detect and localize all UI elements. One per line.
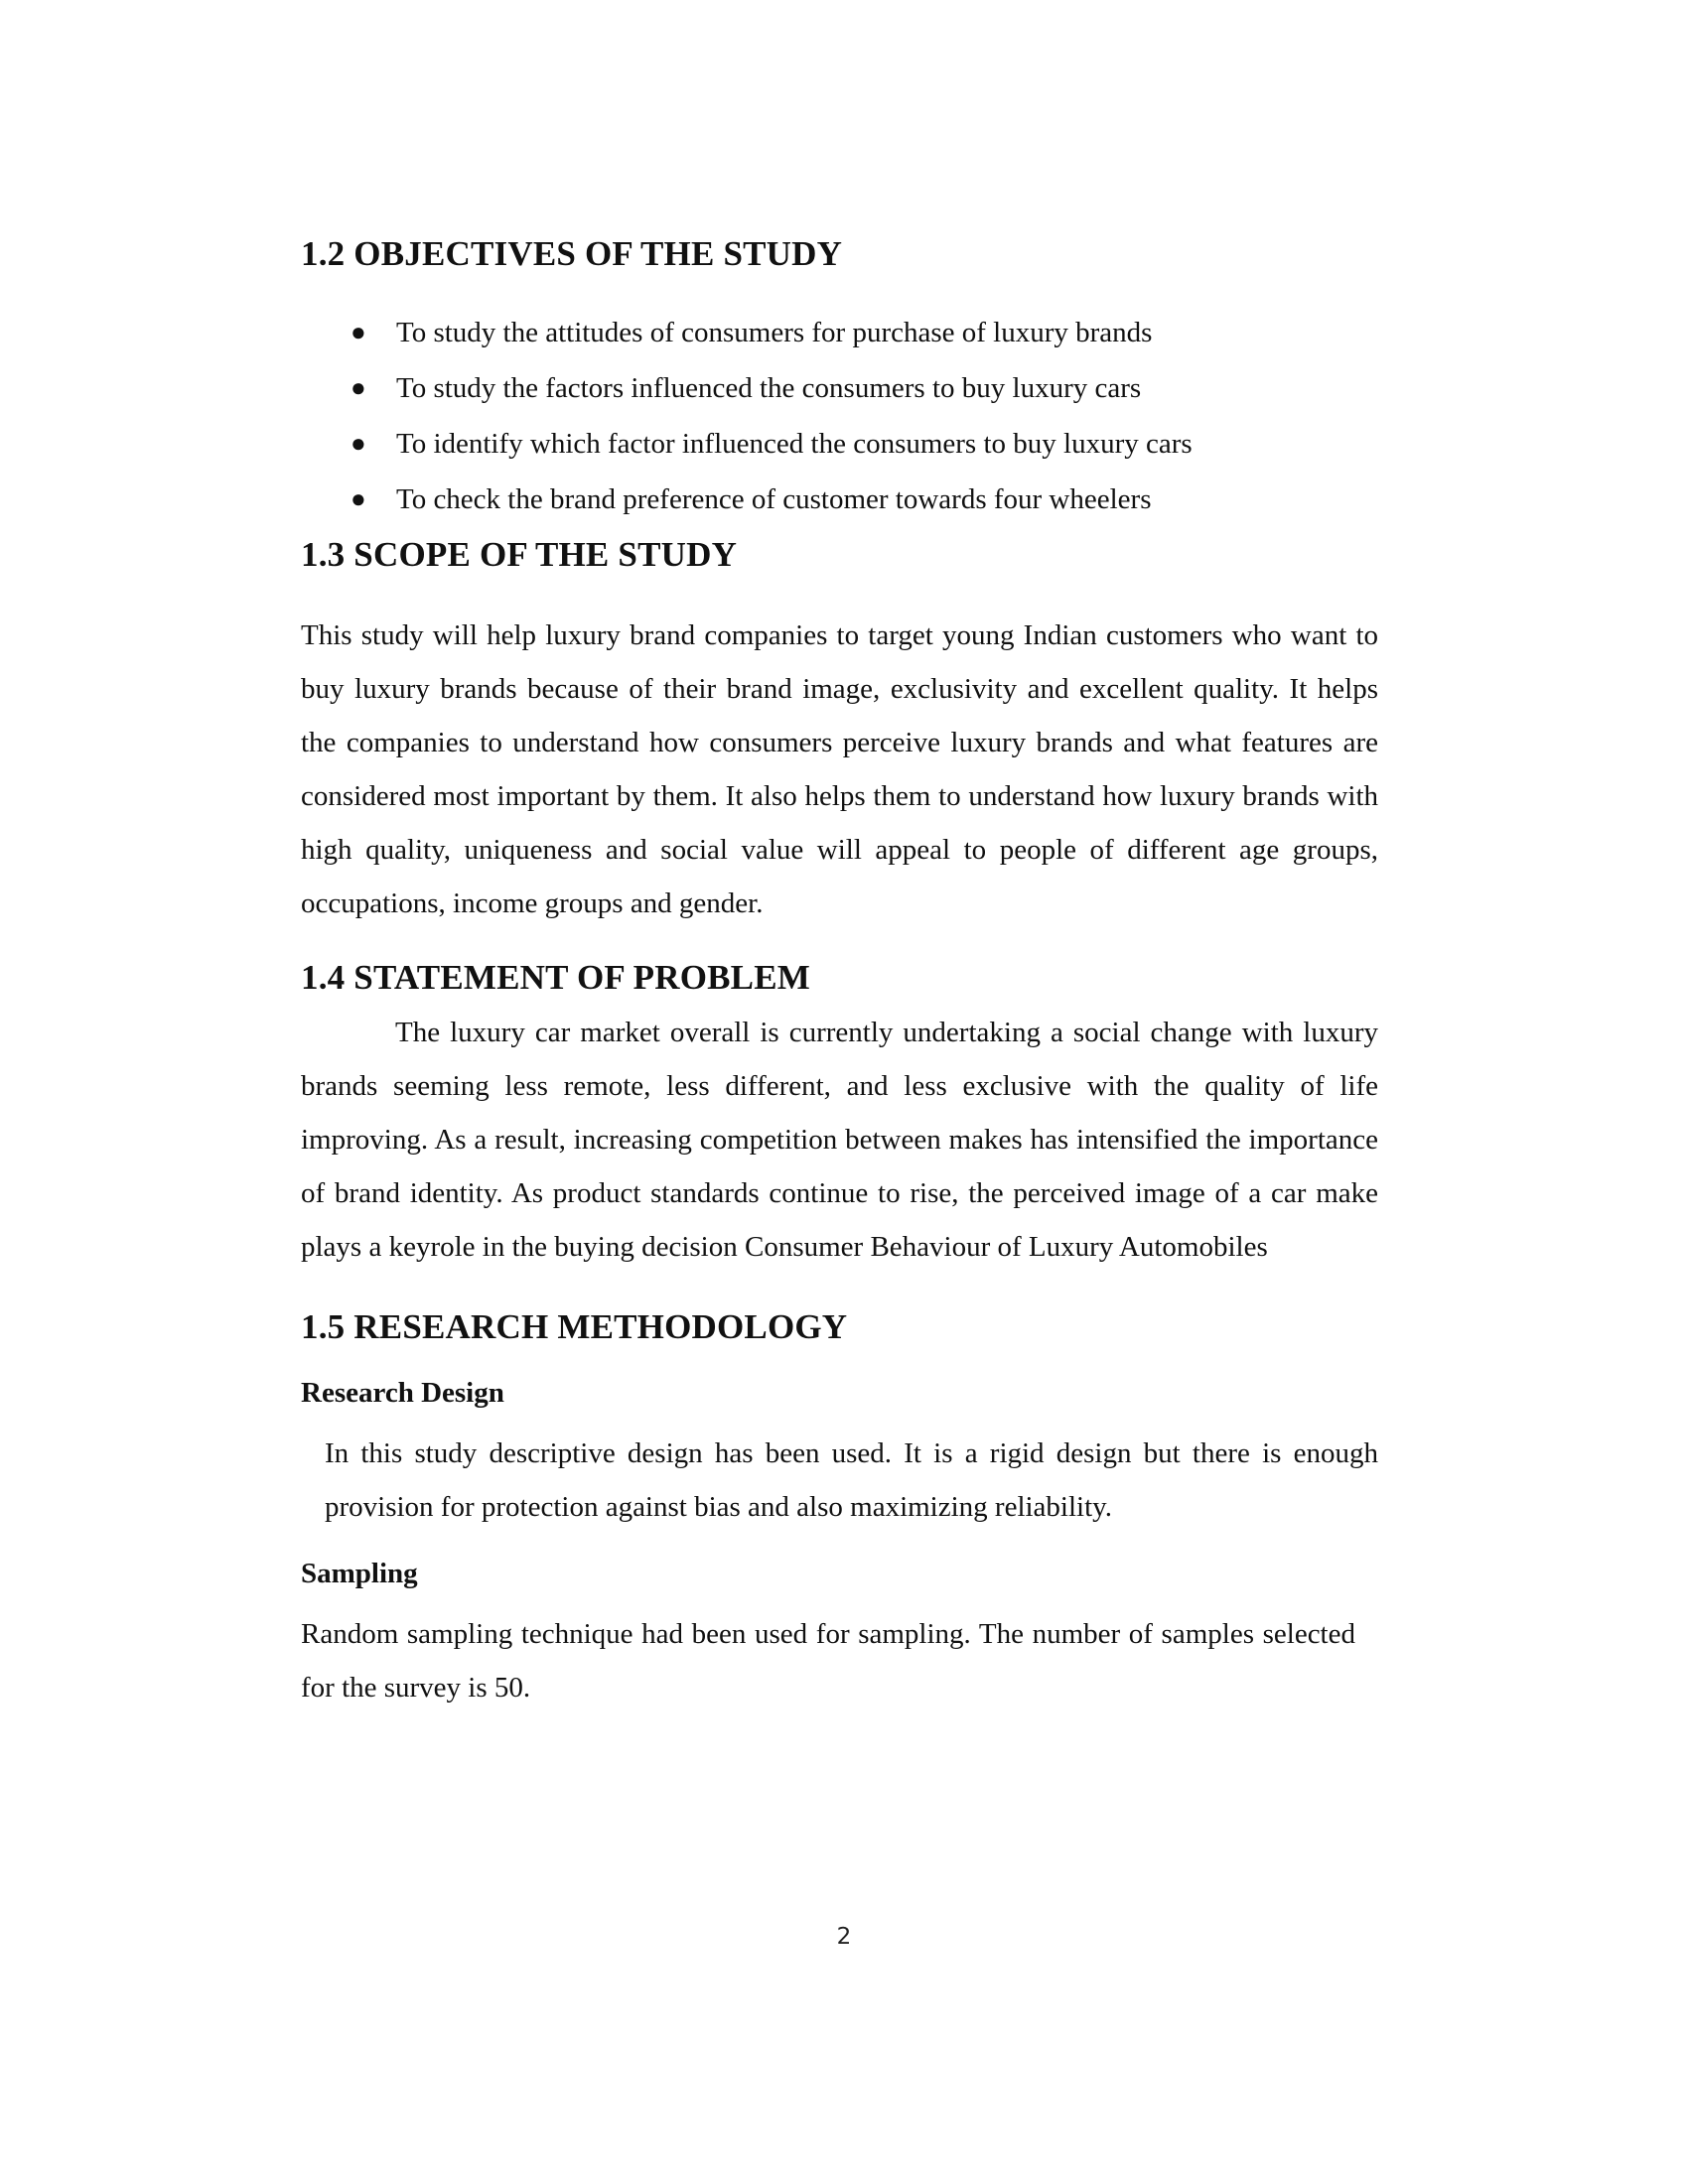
objective-item: ● To study the attitudes of consumers for purchase of luxury brands [301,305,1378,360]
research-design-heading: Research Design [301,1377,504,1409]
objective-item: ● To check the brand preference of customer towards four wheelers [301,472,1378,527]
objective-item: ● To identify which factor influenced the consumers to buy luxury cars [301,416,1378,472]
research-design-paragraph: In this study descriptive design has been used. It is a rigid design but there is enough provision for protection against bias and also maximizing reliability. [325,1437,1378,1523]
bullet-icon: ● [351,429,366,458]
bullet-icon: ● [351,484,366,513]
methodology-heading: 1.5 RESEARCH METHODOLOGY [301,1307,848,1346]
problem-paragraph: The luxury car market overall is currently undertaking a social change with luxury brands seeming less remote, less different, and less exclusive with the quality of life improving. As a result, increasing competition between makes has intensified the importance of brand identity. As product standards continue to rise, the perceived image of a car make plays a keyrole in the buying decision Consumer Behaviour of Luxury Automobiles [301,1017,1378,1263]
bullet-icon: ● [351,373,366,402]
objective-item: ● To study the factors influenced the consumers to buy luxury cars [301,360,1378,416]
sampling-paragraph: Random sampling technique had been used for sampling. The number of samples selected for the survey is 50. [301,1618,1355,1704]
objectives-heading: 1.2 OBJECTIVES OF THE STUDY [301,234,843,273]
sampling-heading: Sampling [301,1558,418,1589]
scope-paragraph: This study will help luxury brand companies to target young Indian customers who want to buy luxury brands because of their brand image, exclusivity and excellent quality. It helps the companies to understand how consumers perceive luxury brands and what features are considered most important by them. It also helps them to understand how luxury brands with high quality, uniqueness and social value will appeal to people of different age groups, occupations, income groups and gender. [301,619,1378,919]
bullet-icon: ● [351,318,366,346]
scope-heading: 1.3 SCOPE OF THE STUDY [301,535,738,574]
page-number: 2 [836,1924,852,1950]
objectives-list [301,305,1378,527]
page-content [301,230,1378,1714]
problem-heading: 1.4 STATEMENT OF PROBLEM [301,958,811,997]
